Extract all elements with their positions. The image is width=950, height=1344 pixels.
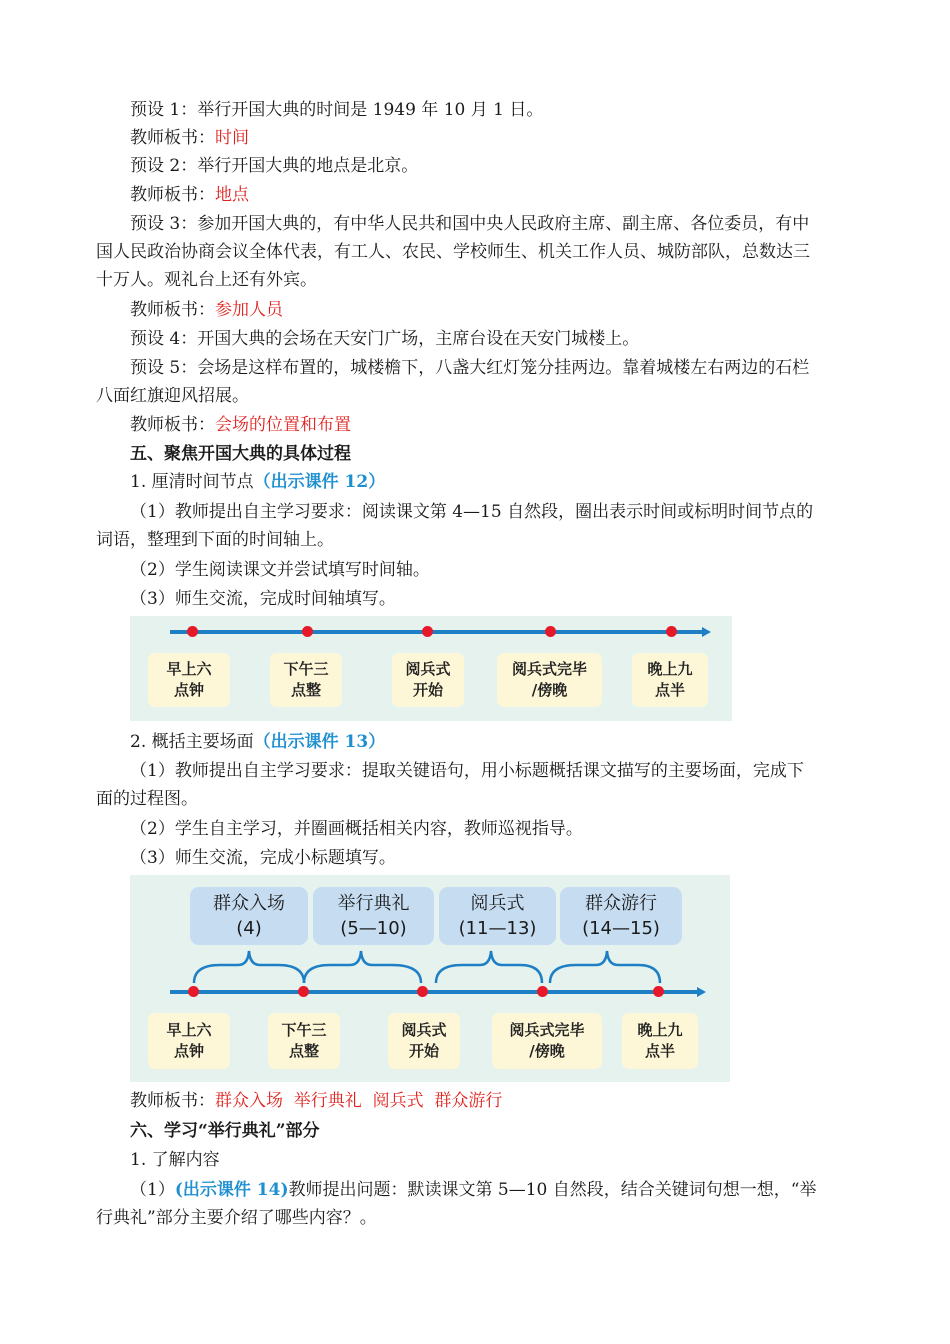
timeline-dot — [188, 986, 199, 997]
board-label: 教师板书： — [130, 1091, 215, 1111]
preset-4: 预设 4：开国大典的会场在天安门广场，主席台设在天安门城楼上。 — [130, 329, 640, 349]
board-note-place — [130, 183, 249, 207]
scene-title: 举行典礼 — [337, 893, 410, 914]
timeline-axis — [170, 630, 703, 634]
preset-5-line2: 八面红旗迎风招展。 — [96, 386, 249, 406]
time-node-box — [492, 1013, 602, 1069]
time-node-box — [148, 653, 230, 707]
board-label: 教师板书： — [130, 300, 215, 320]
scene-range: (14—15) — [582, 918, 660, 939]
section-5-heading: 五、聚焦开国大典的具体过程 — [130, 444, 351, 464]
preset-3-line2: 国人民政治协商会议全体代表，有工人、农民、学校师生、机关工作人员、城防部队，总数达三 — [96, 242, 810, 262]
step-3-question-line2: 行典礼”部分主要介绍了哪些内容？。 — [96, 1208, 377, 1228]
step-2-item2: （2）学生自主学习，并圈画概括相关内容，教师巡视指导。 — [130, 819, 583, 839]
time-node-line: 下午三 — [283, 660, 329, 678]
brace-group — [130, 947, 730, 987]
timeline-figure-1 — [130, 616, 732, 721]
step-2-req-line2: 面的过程图。 — [96, 789, 198, 809]
time-node-box — [497, 653, 602, 707]
preset-1: 预设 1：举行开国大典的时间是 1949 年 10 月 1 日。 — [130, 100, 544, 120]
item-number: （1） — [130, 1180, 175, 1200]
step-1-req-line2: 词语，整理到下面的时间轴上。 — [96, 530, 334, 550]
question-text: 教师提出问题：默读课文第 5—10 自然段，结合关键词句想一想，“举 — [288, 1180, 817, 1200]
time-node-line: 晚上九 — [637, 1021, 683, 1039]
brace — [194, 951, 304, 983]
step-2-title — [130, 730, 385, 754]
time-node-line: 点整 — [290, 681, 321, 699]
scene-range: (11—13) — [458, 918, 537, 939]
time-node-line: 点整 — [288, 1042, 319, 1060]
courseware-ref: (出示课件 14) — [174, 1180, 289, 1200]
timeline-axis — [170, 990, 698, 994]
time-node-line: 晚上九 — [647, 660, 693, 678]
board-label: 教师板书： — [130, 185, 215, 205]
scene-range: (4) — [236, 918, 262, 939]
brace — [550, 951, 660, 983]
step-1-title — [130, 470, 385, 494]
preset-2: 预设 2：举行开国大典的地点是北京。 — [130, 156, 419, 176]
courseware-ref: （出示课件 13） — [253, 732, 386, 752]
step-title-text: 1. 厘清时间节点 — [130, 472, 254, 492]
board-note-venue — [130, 413, 351, 437]
scene-title: 阅兵式 — [470, 893, 525, 914]
time-node-line: 点钟 — [173, 1042, 204, 1060]
board-note-time — [130, 126, 249, 150]
brace — [436, 951, 542, 983]
scene-box — [313, 887, 434, 945]
time-node-box — [632, 653, 708, 707]
time-node-line: 开始 — [412, 681, 443, 699]
step-1-req-line1: （1）教师提出自主学习要求：阅读课文第 4—15 自然段，圈出表示时间或标明时间节点的 — [130, 502, 814, 522]
preset-3-line3: 十万人。观礼台上还有外宾。 — [96, 270, 317, 290]
board-note-scenes — [130, 1089, 502, 1113]
scene-box — [190, 887, 308, 945]
time-node-line: 阅兵式完毕 — [511, 660, 587, 678]
board-value: 群众入场 举行典礼 阅兵式 群众游行 — [215, 1091, 503, 1111]
process-figure — [130, 875, 730, 1082]
timeline-dot — [422, 626, 433, 637]
board-value: 会场的位置和布置 — [215, 415, 351, 435]
board-value: 地点 — [215, 185, 249, 205]
board-value: 时间 — [215, 128, 249, 148]
scene-box — [560, 887, 682, 945]
timeline-dot — [545, 626, 556, 637]
step-2-item3: （3）师生交流，完成小标题填写。 — [130, 848, 396, 868]
scene-box — [439, 887, 556, 945]
courseware-ref: （出示课件 12） — [253, 472, 386, 492]
time-node-box — [622, 1013, 698, 1069]
time-node-box — [270, 653, 342, 707]
time-node-box — [268, 1013, 340, 1069]
time-node-line: 阅兵式 — [405, 660, 451, 678]
step-title-text: 2. 概括主要场面 — [130, 732, 254, 752]
step-1-item2: （2）学生阅读课文并尝试填写时间轴。 — [130, 560, 430, 580]
time-node-line: /傍晚 — [529, 1042, 565, 1060]
step-3-title: 1. 了解内容 — [130, 1150, 220, 1170]
time-node-line: 早上六 — [166, 1021, 212, 1039]
timeline-dot — [666, 626, 677, 637]
time-node-box — [148, 1013, 230, 1069]
time-node-box — [392, 653, 464, 707]
board-label: 教师板书： — [130, 128, 215, 148]
time-node-line: 早上六 — [166, 660, 212, 678]
axis-arrow-icon — [697, 987, 706, 997]
time-node-line: 下午三 — [281, 1021, 327, 1039]
time-node-line: 点半 — [654, 681, 685, 699]
time-node-line: 点钟 — [173, 681, 204, 699]
board-note-participants — [130, 298, 283, 322]
timeline-dot — [187, 626, 198, 637]
time-node-line: 阅兵式 — [401, 1021, 447, 1039]
section-6-heading: 六、学习“举行典礼”部分 — [130, 1121, 320, 1141]
preset-5-line1: 预设 5：会场是这样布置的，城楼檐下，八盏大红灯笼分挂两边。靠着城楼左右两边的石栏 — [130, 358, 810, 378]
axis-arrow-icon — [702, 627, 711, 637]
step-2-req-line1: （1）教师提出自主学习要求：提取关键语句，用小标题概括课文描写的主要场面，完成下 — [130, 761, 804, 781]
preset-3-line1: 预设 3：参加开国大典的，有中华人民共和国中央人民政府主席、副主席、各位委员，有中 — [130, 214, 810, 234]
brace — [304, 951, 421, 983]
timeline-dot — [302, 626, 313, 637]
step-1-item3: （3）师生交流，完成时间轴填写。 — [130, 589, 396, 609]
board-value: 参加人员 — [215, 300, 283, 320]
timeline-dot — [537, 986, 548, 997]
step-3-question-line1 — [130, 1178, 816, 1202]
time-node-line: /傍晚 — [531, 681, 568, 699]
scene-title: 群众游行 — [585, 893, 657, 914]
timeline-dot — [417, 986, 428, 997]
timeline-dot — [298, 986, 309, 997]
time-node-box — [388, 1013, 460, 1069]
time-node-line: 阅兵式完毕 — [509, 1021, 585, 1039]
time-node-line: 点半 — [644, 1042, 675, 1060]
scene-range: (5—10) — [340, 918, 407, 939]
timeline-dot — [653, 986, 664, 997]
time-node-line: 开始 — [408, 1042, 439, 1060]
board-label: 教师板书： — [130, 415, 215, 435]
scene-title: 群众入场 — [213, 893, 285, 914]
